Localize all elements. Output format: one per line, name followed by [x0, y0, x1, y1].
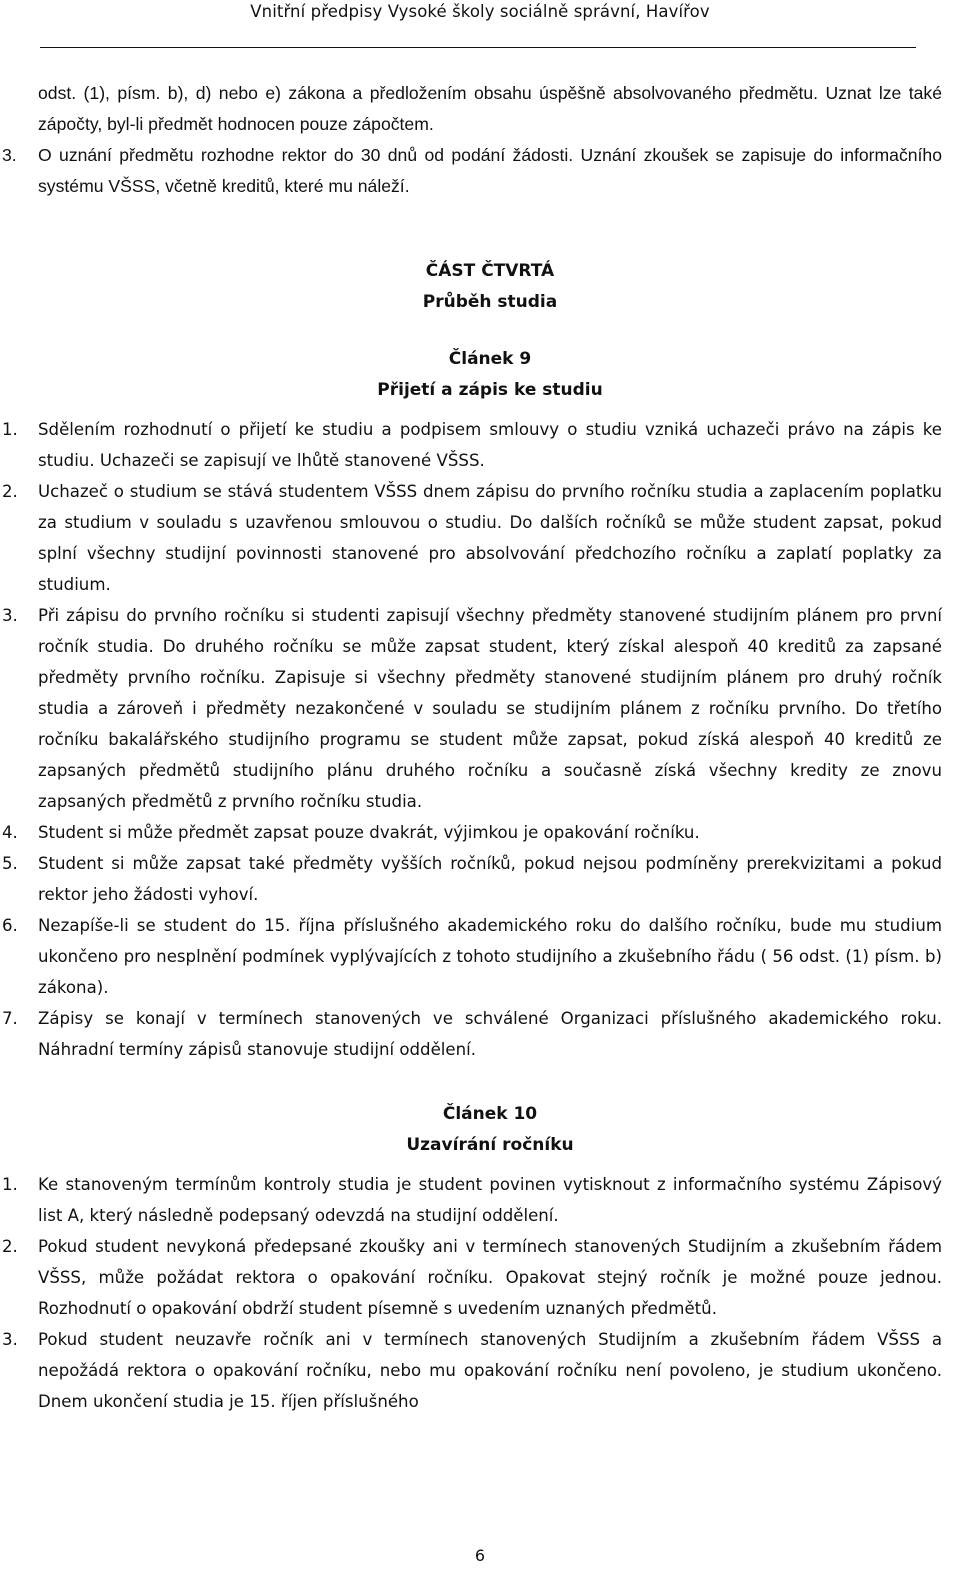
item-text: Pokud student neuzavře ročník ani v termínech stanovených Studijním a zkušebním řádem VŠSS a nepožádá rektora o opakování ročníku, nebo mu opakování ročníku není povoleno, je studium ukončeno. Dnem ukončení studia je 15. říjen příslušného [38, 1330, 942, 1411]
item-text: Zápisy se konají v termínech stanovených ve schválené Organizaci příslušného akademického roku. Náhradní termíny zápisů stanovuje studijní oddělení. [38, 1009, 942, 1059]
item-text: Student si může zapsat také předměty vyšších ročníků, pokud nejsou podmíněny prerekvizitami a pokud rektor jeho žádosti vyhoví. [38, 854, 942, 904]
list-item [2, 1324, 942, 1417]
spacer [38, 406, 942, 414]
item-number: 3. [2, 606, 18, 625]
spacer [38, 1065, 942, 1099]
spacer [38, 1161, 942, 1169]
item-text: Uchazeč o studium se stává studentem VŠSS dnem zápisu do prvního ročníku studia a zaplacením poplatku za studium v souladu s uzavřenou smlouvou o studiu. Do dalších ročníků se může student zapsat, pokud splní všechny studijní povinnosti stanovené pro absolvování předchozího ročníku a zaplatí poplatky za studium. [38, 482, 942, 594]
running-header: Vnitřní předpisy Vysoké školy sociálně správní, Havířov [250, 2, 710, 21]
list-item [2, 414, 942, 476]
item-number: 3. [2, 145, 17, 165]
list-item [2, 140, 942, 202]
list-item [2, 1231, 942, 1324]
item-number: 7. [2, 1009, 18, 1028]
item-number: 5. [2, 854, 18, 873]
item-text: Sdělením rozhodnutí o přijetí ke studiu a podpisem smlouvy o studiu vzniká uchazeči právo na zápis ke studiu. Uchazeči se zapisují ve lhůtě stanovené VŠSS. [38, 420, 942, 470]
article-10-list [2, 1169, 942, 1417]
item-text: Při zápisu do prvního ročníku si studenti zapisují všechny předměty stanovené studijním plánem pro první ročník studia. Do druhého ročníku se může zapsat student, který získal alespoň 40 kreditů za zapsané předměty prvního ročníku. Zapisuje si všechny předměty stanovené studijním plánem pro druhý ročník studia a zároveň i předměty nezakončené v souladu se studijním plánem z ročníku prvního. Do třetího ročníku bakalářského studijního programu se student může zapsat, pokud získá alespoň 40 kreditů ze zapsaných předmětů studijního plánu druhého ročníku a současně získá všechny kredity ze znovu zapsaných předmětů z prvního ročníku studia. [38, 606, 942, 811]
list-item [2, 848, 942, 910]
page-number: 6 [474, 1546, 486, 1565]
item-number: 2. [2, 1237, 18, 1256]
item-text: Student si může předmět zapsat pouze dvakrát, výjimkou je opakování ročníku. [38, 823, 700, 842]
list-item [2, 1169, 942, 1231]
item-text: Nezapíše-li se student do 15. října příslušného akademického roku do dalšího ročníku, bude mu studium ukončeno pro nesplnění podmínek vyplývajících z tohoto studijního a zkušebního řádu ( 56 odst. (1) písm. b) zákona). [38, 916, 942, 997]
continuation-paragraph: odst. (1), písm. b), d) nebo e) zákona a předložením obsahu úspěšně absolvovaného předmětu. Uznat lze také zápočty, byl-li předmět hodnocen pouze zápočtem. [38, 83, 942, 134]
list-item [2, 476, 942, 600]
part-title: ČÁST ČTVRTÁ [425, 261, 555, 281]
article-9-list [2, 414, 942, 1065]
item-text: O uznání předmětu rozhodne rektor do 30 dnů od podání žádosti. Uznání zkoušek se zapisuje do informačního systému VŠSS, včetně kreditů, které mu náleží. [38, 145, 942, 196]
item-number: 6. [2, 916, 18, 935]
article-9-heading: Článek 9 [448, 349, 532, 369]
item-text: Ke stanoveným termínům kontroly studia je student povinen vytisknout z informačního systému Zápisový list A, který následně podepsaný odevzdá na studijní oddělení. [38, 1175, 942, 1225]
item-number: 2. [2, 482, 18, 501]
article-10-heading: Článek 10 [442, 1104, 538, 1124]
article-10-title: Uzavírání ročníku [406, 1135, 574, 1155]
document-body [2, 78, 942, 1417]
header-rule [40, 47, 916, 48]
item-number: 3. [2, 1330, 18, 1349]
spacer [38, 318, 942, 344]
item-number: 1. [2, 420, 18, 439]
list-item [2, 1003, 942, 1065]
list-item [2, 600, 942, 817]
list-item [2, 910, 942, 1003]
spacer [38, 202, 942, 256]
list-item [2, 817, 942, 848]
item-number: 4. [2, 823, 18, 842]
item-number: 1. [2, 1175, 18, 1194]
item-text: Pokud student nevykoná předepsané zkoušky ani v termínech stanovených Studijním a zkušebním řádem VŠSS, může požádat rektora o opakování ročníku. Opakovat stejný ročník je možné pouze jednou. Rozhodnutí o opakování obdrží student písemně s uvedením uznaných předmětů. [38, 1237, 942, 1318]
part-subtitle: Průběh studia [422, 292, 558, 312]
article-9-title: Přijetí a zápis ke studiu [377, 380, 603, 400]
